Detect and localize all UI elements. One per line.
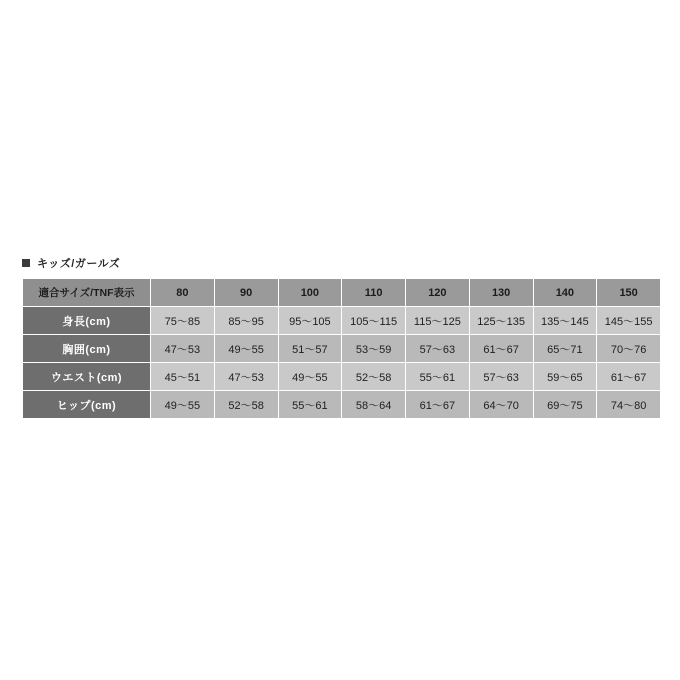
size-header-cell: 110 [342,279,406,307]
table-cell: 65〜71 [533,335,597,363]
table-cell: 61〜67 [469,335,533,363]
size-header-cell: 150 [597,279,661,307]
size-header-cell: 140 [533,279,597,307]
table-row [23,307,661,335]
table-cell: 47〜53 [151,335,215,363]
table-cell: 55〜61 [406,363,470,391]
table-cell: 47〜53 [214,363,278,391]
size-header-cell: 100 [278,279,342,307]
table-row [23,391,661,419]
table-cell: 75〜85 [151,307,215,335]
table-cell: 49〜55 [278,363,342,391]
table-cell: 61〜67 [406,391,470,419]
size-header-cell: 120 [406,279,470,307]
row-label-hip: ヒップ(cm) [23,391,151,419]
row-label-waist: ウエスト(cm) [23,363,151,391]
table-row [23,335,661,363]
table-cell: 95〜105 [278,307,342,335]
size-header-cell: 80 [151,279,215,307]
section-heading-label: キッズ/ガールズ [37,258,121,270]
table-cell: 69〜75 [533,391,597,419]
table-cell: 57〜63 [406,335,470,363]
table-cell: 61〜67 [597,363,661,391]
table-cell: 145〜155 [597,307,661,335]
table-cell: 52〜58 [342,363,406,391]
table-cell: 53〜59 [342,335,406,363]
size-chart-table [22,278,661,419]
section-heading [22,255,120,271]
table-cell: 70〜76 [597,335,661,363]
square-bullet-icon [22,259,30,267]
size-header-cell: 130 [469,279,533,307]
table-cell: 105〜115 [342,307,406,335]
table-cell: 55〜61 [278,391,342,419]
corner-header-cell: 適合サイズ/TNF表示 [23,279,151,307]
table-cell: 52〜58 [214,391,278,419]
table-cell: 135〜145 [533,307,597,335]
table-cell: 49〜55 [151,391,215,419]
table-cell: 85〜95 [214,307,278,335]
table-cell: 49〜55 [214,335,278,363]
table-cell: 45〜51 [151,363,215,391]
table-cell: 125〜135 [469,307,533,335]
table-cell: 51〜57 [278,335,342,363]
table-cell: 64〜70 [469,391,533,419]
table-cell: 59〜65 [533,363,597,391]
table-cell: 115〜125 [406,307,470,335]
table-cell: 57〜63 [469,363,533,391]
table-cell: 74〜80 [597,391,661,419]
table-cell: 58〜64 [342,391,406,419]
table-header-row [23,279,661,307]
size-header-cell: 90 [214,279,278,307]
row-label-chest: 胸囲(cm) [23,335,151,363]
table-row [23,363,661,391]
row-label-height: 身長(cm) [23,307,151,335]
